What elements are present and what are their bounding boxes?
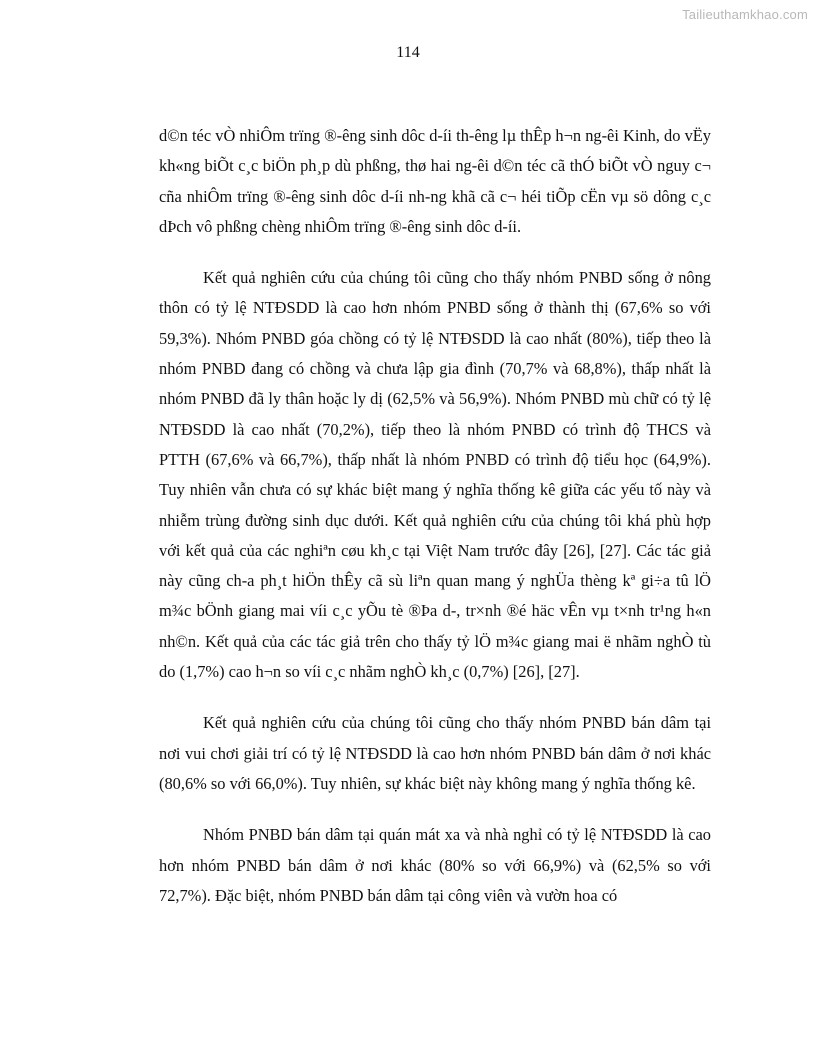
paragraph-3: Kết quả nghiên cứu của chúng tôi cũng cho thấy nhóm PNBD bán dâm tại nơi vui chơi giải trí có tỷ lệ NTĐSDD là cao hơn nhóm PNBD bán dâm ở nơi khác (80,6% so với 66,0%). Tuy nhiên, sự khác biệt này không mang ý nghĩa thống kê. (159, 713, 711, 793)
paragraph-4: Nhóm PNBD bán dâm tại quán mát xa và nhà nghỉ có tỷ lệ NTĐSDD là cao hơn nhóm PNBD bán dâm ở nơi khác (80% so với 66,9%) và (62,5% so với 72,7%). Đặc biệt, nhóm PNBD bán dâm tại công viên và vườn hoa có (159, 825, 711, 905)
paragraph-1: d©n téc vÒ nhiÔm trïng ®-êng sinh dôc d-íi th-êng lµ thÊp h¬n ng-êi Kinh, do vËy kh«ng biÕt c¸c biÖn ph¸p dù phßng, thø hai ng-êi d©n téc cã thÓ biÕt vÒ nguy c¬ cña nhiÔm trïng ®-êng sinh dôc d-íi nh-ng khã cã c¬ héi tiÕp cËn vµ sö dông c¸c dÞch vô phßng chèng nhiÔm trïng ®-êng sinh dôc d-íi. (159, 126, 711, 236)
watermark-text: Tailieuthamkhao.com (682, 7, 808, 22)
paragraph-2: Kết quả nghiên cứu của chúng tôi cũng cho thấy nhóm PNBD sống ở nông thôn có tỷ lệ NTĐSDD là cao hơn nhóm PNBD sống ở thành thị (67,6% so với 59,3%). Nhóm PNBD góa chồng có tỷ lệ NTĐSDD là cao nhất (80%), tiếp theo là nhóm PNBD đang có chồng và chưa lập gia đình (70,7% và 68,8%), thấp nhất là nhóm PNBD đã ly thân hoặc ly dị (62,5% và 56,9%). Nhóm PNBD mù chữ có tỷ lệ NTĐSDD là cao nhất (70,2%), tiếp theo là nhóm PNBD có trình độ THCS và PTTH (67,6% và 66,7%), thấp nhất là nhóm PNBD có trình độ tiểu học (64,9%). Tuy nhiên vẫn chưa có sự khác biệt mang ý nghĩa thống kê giữa các yếu tố này và nhiễm trùng đường sinh dục dưới. Kết quả nghiên cứu của chúng tôi khá phù hợp với kết quả của các nghiªn cøu kh¸c tại Việt Nam trước đây [26], [27]. Các tác giả này cũng ch-a ph¸t hiÖn thÊy cã sù liªn quan mang ý nghÜa thèng kª gi÷a tû lÖ m¾c bÖnh giang mai víi c¸c yÕu tè ®Þa d-, tr×nh ®é häc vÊn vµ t×nh tr¹ng h«n nh©n. Kết quả của các tác giả trên cho thấy tỷ lÖ m¾c giang mai ë nhãm nghÒ tù do (1,7%) cao h¬n so víi c¸c nhãm nghÒ kh¸c (0,7%) [26], [27]. (159, 268, 711, 682)
page-number: 114 (396, 44, 420, 61)
document-body (159, 121, 711, 932)
